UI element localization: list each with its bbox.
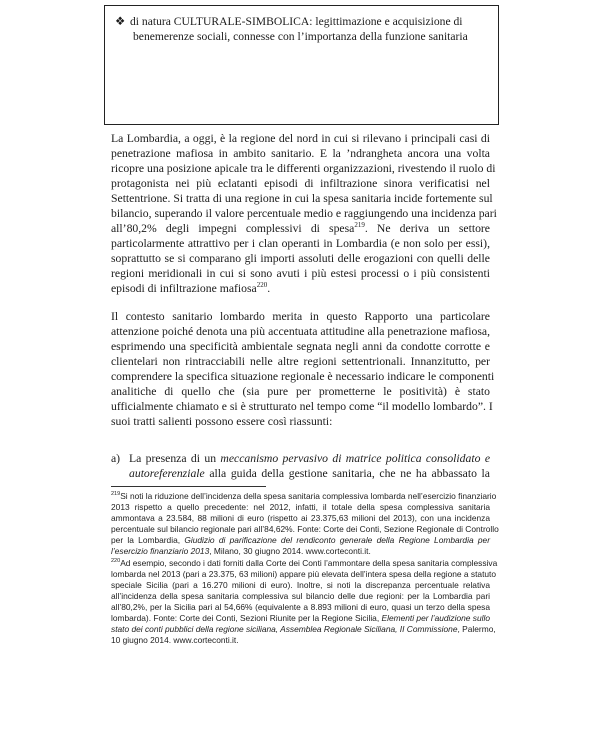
fn220-line-7-text: , Palermo, — [457, 624, 496, 634]
p2-line-1: Il contesto sanitario lombardo merita in questo Rapporto una particolare — [111, 310, 490, 323]
p1-line-6: bilancio, superando il valore percentuale medio e raggiungendo una incidenza pari — [111, 207, 497, 220]
fn219-line-1-text: Si noti la riduzione dell’incidenza della spesa sanitaria complessiva lombarda nell’esercizio finanziario — [120, 491, 497, 501]
p1-line-2: penetrazione mafiosa in ambito sanitario. E la ’ndrangheta ancora una volta — [111, 147, 490, 160]
footnote-separator — [111, 486, 266, 487]
fn219-line-5-italic: Giudizio di parificazione del rendiconto generale della Regione Lombardia per — [184, 535, 490, 545]
p1-line-7-text-b: . Ne deriva un settore — [364, 222, 490, 235]
p2-line-5: comprendere la specifica situazione regionale è necessario indicare le componenti — [111, 370, 495, 383]
fn219-line-5 — [111, 535, 490, 546]
p1-line-5: Settentrione. Si tratta di una regione in cui la spesa sanitaria incide fortemente sul — [111, 192, 493, 205]
fn219-line-6 — [111, 546, 490, 557]
box-line-1 — [115, 14, 463, 29]
bullet-box — [104, 5, 499, 125]
list-line-2-italic: autoreferenziale — [129, 467, 205, 480]
p2-line-7: ufficialmente chiamato e si è strutturato nel tempo come “il modello lombardo”. I — [111, 400, 493, 413]
fn220-line-6 — [111, 613, 490, 624]
fn220-line-1 — [111, 558, 498, 569]
diamond-bullet-icon: ❖ — [115, 15, 126, 28]
p1-line-11-text-a: episodi di infiltrazione mafiosa — [111, 282, 257, 295]
footnote-ref-220: 220 — [256, 281, 268, 290]
p1-line-4: protagonista nei più eclatanti episodi di infiltrazione sinora verificatisi nel — [111, 177, 490, 190]
fn220-number: 220 — [111, 558, 121, 565]
box-line-2: benemerenze sociali, connesse con l’importanza della funzione sanitaria — [133, 30, 468, 43]
fn219-line-4: percentuale sul bilancio regionale pari all’84,62%. Fonte: Corte dei Conti, Sezione Regionale di Controllo — [111, 524, 499, 534]
p1-line-11-text-b: . — [267, 282, 271, 295]
p1-line-11 — [111, 281, 490, 296]
fn220-line-6-italic: Elementi per l’audizione sullo — [381, 613, 490, 623]
fn220-line-1-text: Ad esempio, secondo i dati forniti dalla Corte dei Conti l’ammontare della spesa sanitaria complessiva — [120, 558, 498, 568]
list-line-1-italic: meccanismo pervasivo di matrice politica consolidato e — [220, 452, 491, 465]
p1-line-1: La Lombardia, a oggi, è la regione del nord in cui si rilevano i principali casi di — [111, 132, 490, 145]
p1-line-7-text-a: all’80,2% degli impegni complessivi di spesa — [111, 222, 355, 235]
fn219-line-2: 2013 rispetto a quello precedente: nel 2012, infatti, il totale della spesa complessiva sanitaria — [111, 502, 490, 512]
list-marker: a) — [111, 452, 121, 465]
list-line-2-text: alla guida della gestione sanitaria, che ne ha abbassato la — [204, 467, 490, 480]
fn220-line-3: speciale Sicilia (pari a 16.270 milioni di euro). Inoltre, si noti la discrepanza percentuale relativa — [111, 580, 490, 590]
fn220-line-8: 10 giugno 2014. www.corteconti.it. — [111, 635, 239, 645]
p2-line-4: clientelari non rintracciabili nelle altre regioni settentrionali. Innanzitutto, per — [111, 355, 490, 368]
fn220-line-2: lombarda nel 2013 (pari a 23.375, 63 milioni) appare più elevata dell’intera spesa della regione a statuto — [111, 569, 497, 579]
p2-line-8: suoi tratti salienti possono essere così riassunti: — [111, 415, 333, 428]
fn219-number: 219 — [111, 491, 121, 498]
fn219-line-6-italic: l’esercizio finanziario 2013 — [111, 546, 210, 556]
fn219-line-5-text: per la Lombardia, — [111, 535, 185, 545]
footnote-ref-219: 219 — [354, 221, 365, 230]
fn220-line-5: all’80,2%, per la Sicilia pari al 54,66% (equivalente a 8.893 milioni di euro, quasi un terzo della spesa — [111, 602, 490, 612]
box-text-1: di natura CULTURALE-SIMBOLICA: legittimazione e acquisizione di — [130, 15, 463, 28]
p1-line-3: ricopre una posizione apicale tra le differenti organizzazioni, rivestendo il ruolo di — [111, 162, 496, 175]
fn219-line-6-text: , Milano, 30 giugno 2014. www.corteconti.it. — [209, 546, 371, 556]
p1-line-8: particolarmente attrattivo per i clan operanti in Lombardia (e non solo per essi), — [111, 237, 490, 250]
p2-line-2: attenzione poiché denota una più accentuata attitudine alla penetrazione mafiosa, — [111, 325, 490, 338]
list-line-1 — [129, 451, 490, 466]
p2-line-3: esprimendo una specificità ambientale segnata negli anni da condotte corrotte e — [111, 340, 490, 353]
list-line-2 — [129, 466, 490, 481]
fn219-line-3: ammontava a 23.584, 88 milioni di euro (rispetto ai 23.375,63 milioni del 2013), con una incidenza — [111, 513, 490, 523]
p1-line-10: regioni meridionali in cui si sono avuti i più estesi processi o i più consistenti — [111, 267, 490, 280]
fn220-line-4: all’incidenza della spesa sanitaria complessiva sul bilancio delle due regioni: per la Lombardia pari — [111, 591, 490, 601]
fn219-line-1 — [111, 491, 497, 502]
fn220-line-6-text: lombarda). Fonte: Corte dei Conti, Sezioni Riunite per la Regione Sicilia, — [111, 613, 382, 623]
fn220-line-7-italic: stato dei conti pubblici della regione siciliana, Assemblea Regionale Siciliana, II Commissione — [111, 624, 458, 634]
list-line-1-text: La presenza di un — [129, 452, 221, 465]
p1-line-9: soprattutto se si comparano gli importi assoluti delle erogazioni con quelli delle — [111, 252, 490, 265]
fn220-line-7 — [111, 624, 496, 635]
p2-line-6: analitiche di quello che (sia pure per prometterne le positività) è stato — [111, 385, 490, 398]
p1-line-7 — [111, 221, 490, 236]
